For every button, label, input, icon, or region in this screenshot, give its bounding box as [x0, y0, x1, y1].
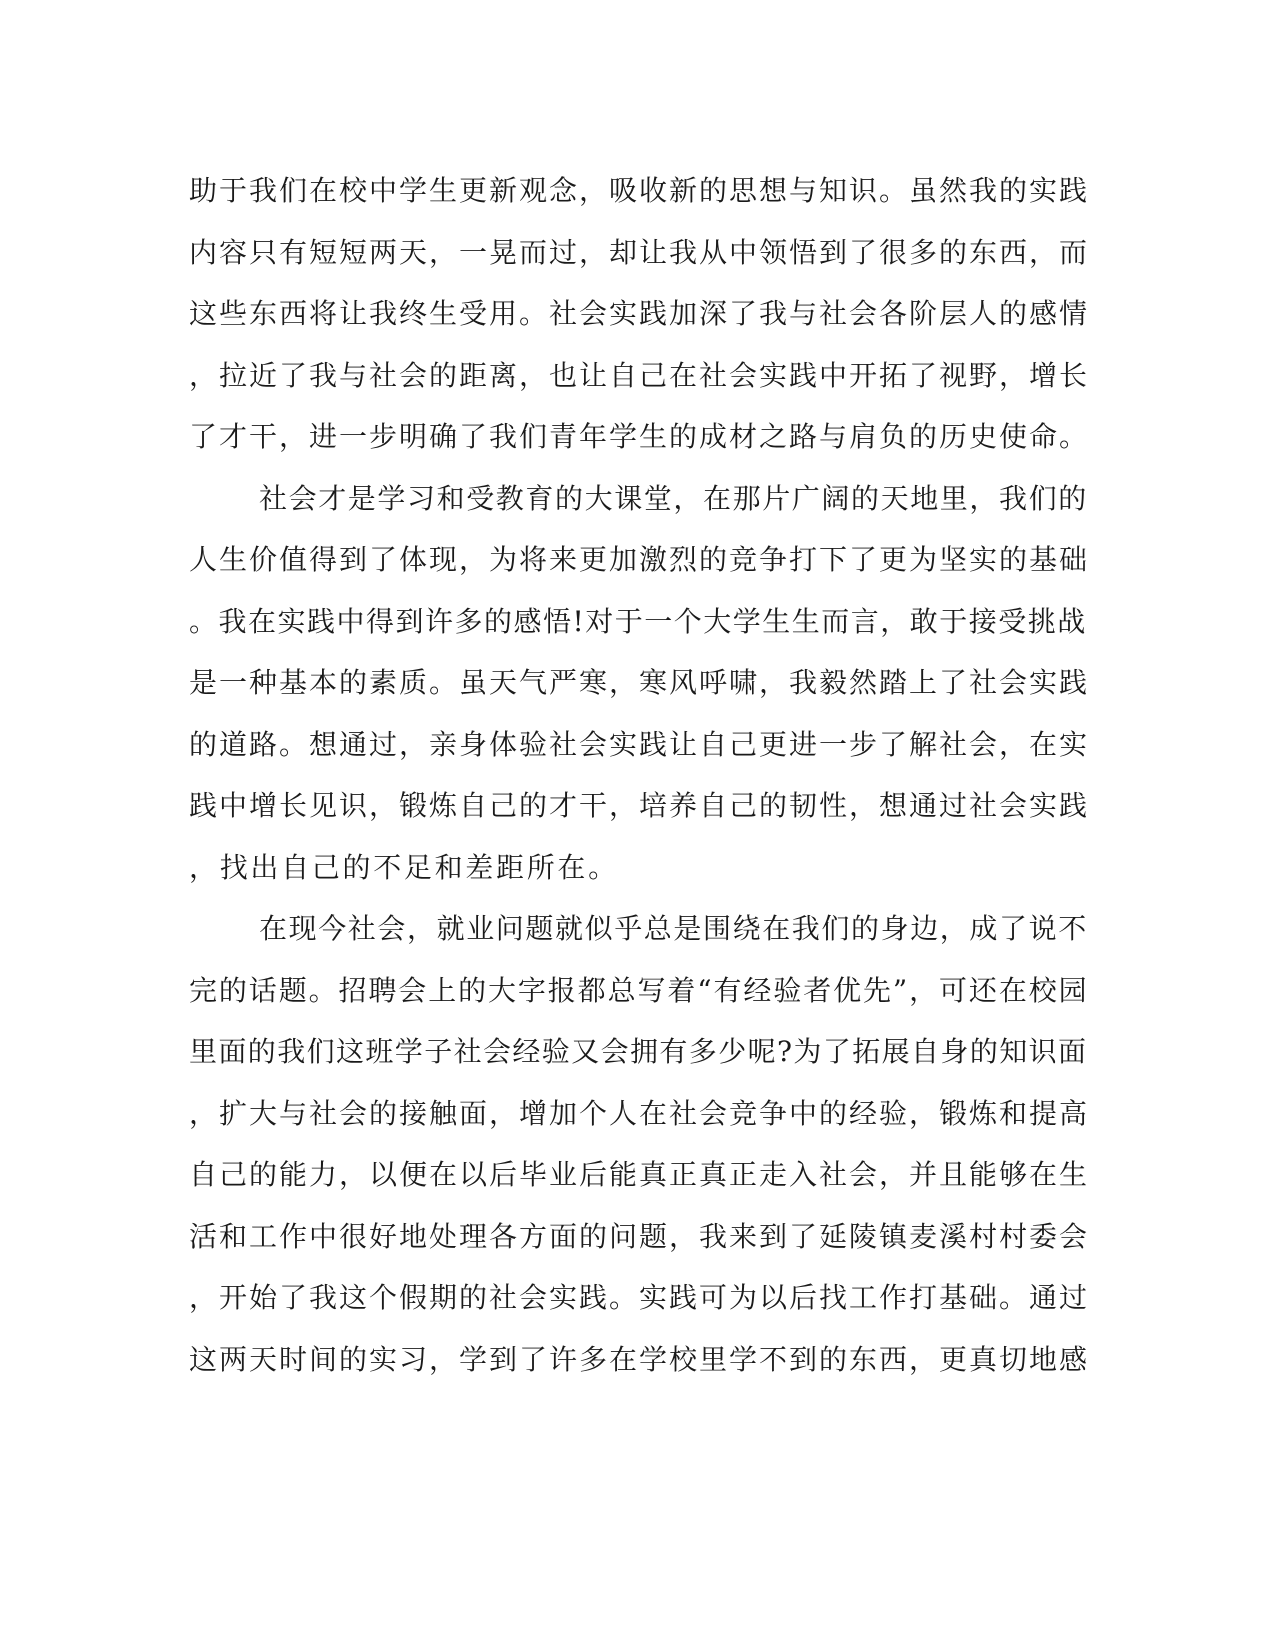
- text-line: 人生价值得到了体现，为将来更加激烈的竞争打下了更为坚实的基础: [189, 543, 1090, 576]
- text-line: 了才干，进一步明确了我们青年学生的成材之路与肩负的历史使命。: [189, 420, 1090, 453]
- text-line: 的道路。想通过，亲身体验社会实践让自己更进一步了解社会，在实: [189, 727, 1090, 761]
- text-line: 在现今社会，就业问题就似乎总是围绕在我们的身边，成了说不: [259, 912, 1088, 945]
- text-line: ，扩大与社会的接触面，增加个人在社会竞争中的经验，锻炼和提高: [189, 1096, 1090, 1130]
- text-line: 助于我们在校中学生更新观念，吸收新的思想与知识。虽然我的实践: [189, 174, 1090, 207]
- paragraph-2: [189, 468, 1089, 899]
- document-body: [189, 160, 1089, 1390]
- text-line: 这两天时间的实习，学到了许多在学校里学不到的东西，更真切地感: [189, 1342, 1090, 1376]
- text-line: 践中增长见识，锻炼自己的才干，培养自己的韧性，想通过社会实践: [189, 789, 1090, 822]
- text-line: 里面的我们这班学子社会经验又会拥有多少呢?为了拓展自身的知识面: [189, 1035, 1088, 1068]
- text-line: 是一种基本的素质。虽天气严寒，寒风呼啸，我毅然踏上了社会实践: [189, 666, 1090, 699]
- paragraph-1: [189, 160, 1089, 468]
- text-line: 自己的能力，以便在以后毕业后能真正真正走入社会，并且能够在生: [189, 1158, 1090, 1191]
- text-line: ，开始了我这个假期的社会实践。实践可为以后找工作打基础。通过: [189, 1281, 1090, 1314]
- text-line: 。我在实践中得到许多的感悟!对于一个大学生生而言，敢于接受挑战: [189, 604, 1087, 638]
- text-line: ，找出自己的不足和差距所在。: [189, 850, 619, 884]
- text-line: 这些东西将让我终生受用。社会实践加深了我与社会各阶层人的感情: [189, 297, 1090, 330]
- text-line: ，拉近了我与社会的距离，也让自己在社会实践中开拓了视野，增长: [189, 358, 1090, 392]
- paragraph-3: [189, 898, 1089, 1390]
- text-line: 社会才是学习和受教育的大课堂，在那片广阔的天地里，我们的: [259, 481, 1088, 515]
- text-line: 内容只有短短两天，一晃而过，却让我从中领悟到了很多的东西，而: [189, 235, 1090, 269]
- text-line: 活和工作中很好地处理各方面的问题，我来到了延陵镇麦溪村村委会: [189, 1219, 1090, 1253]
- text-line: 完的话题。招聘会上的大字报都总写着“有经验者优先”，可还在校园: [189, 973, 1089, 1007]
